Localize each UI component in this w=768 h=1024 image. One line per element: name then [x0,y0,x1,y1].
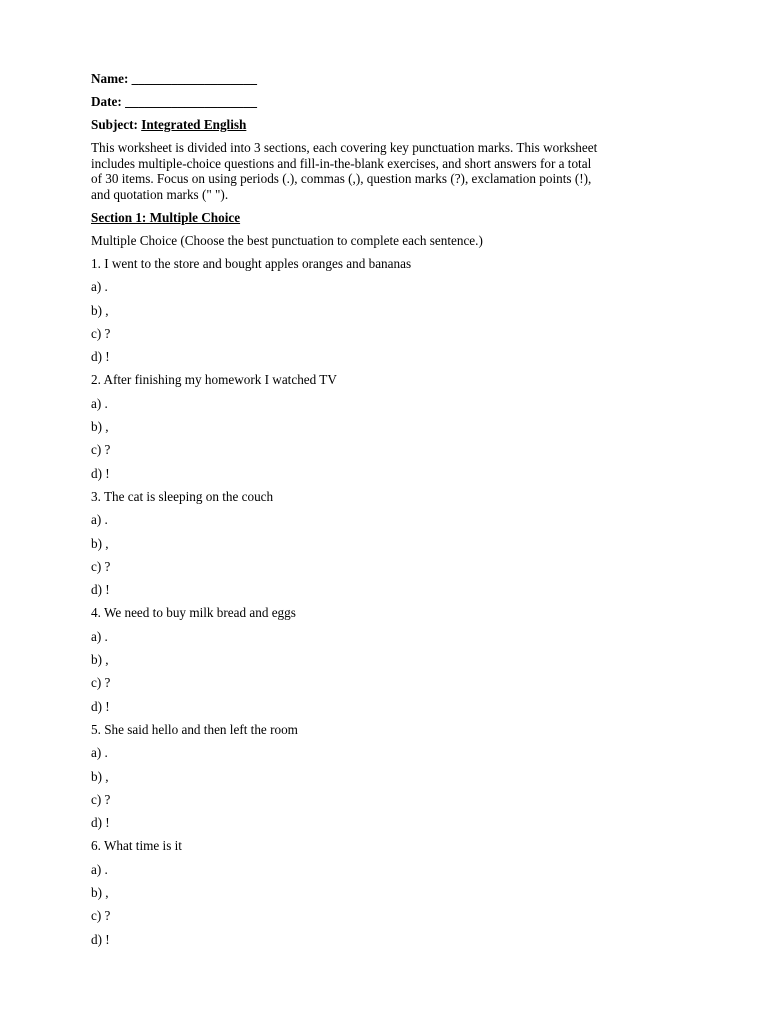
answer-option: a) . [91,279,108,295]
name-blank: ___________________ [131,71,257,86]
answer-option: b) , [91,768,109,784]
answer-option: c) ? [91,325,111,341]
worksheet-page [91,71,691,955]
name-line [91,71,691,87]
question-text: 1. I went to the store and bought apples oranges and bananas [91,256,412,271]
answer-option: c) ? [91,675,111,691]
date-label: Date: [91,94,122,109]
subject-label: Subject: [91,117,138,132]
section-instructions: Multiple Choice (Choose the best punctuation to complete each sentence.) [91,233,483,248]
date-blank: ____________________ [125,94,257,109]
intro-line: This worksheet is divided into 3 sections, each covering key punctuation marks. This worksheet [91,140,598,155]
intro-line: and quotation marks (" "). [91,186,229,202]
answer-option: d) ! [91,931,110,947]
answer-option: b) , [91,885,109,901]
question-text: 4. We need to buy milk bread and eggs [91,605,296,621]
answer-option: d) ! [91,582,110,598]
answer-option: a) . [91,395,108,411]
question-text: 5. She said hello and then left the room [91,721,298,737]
answer-option: c) ? [91,908,111,924]
answer-option: b) , [91,302,109,318]
intro-line: includes multiple-choice questions and fill-in-the-blank exercises, and short answers for a total [91,155,592,171]
question-list [91,256,691,948]
answer-option: c) ? [91,558,111,574]
name-label: Name: [91,71,129,86]
answer-option: c) ? [91,791,111,807]
answer-option: b) , [91,535,109,551]
answer-option: c) ? [91,442,111,458]
question-text: 6. What time is it [91,838,182,854]
subject-line [91,117,691,133]
answer-option: b) , [91,652,109,668]
answer-option: a) . [91,861,108,877]
answer-option: d) ! [91,349,110,365]
date-line [91,94,691,110]
subject-value: Integrated English [141,117,247,132]
answer-option: b) , [91,419,109,435]
question-text: 2. After finishing my homework I watched TV [91,372,337,388]
answer-option: d) ! [91,698,110,714]
answer-option: a) . [91,512,108,528]
intro-paragraph [91,140,676,202]
section-title: Section 1: Multiple Choice [91,210,241,225]
answer-option: d) ! [91,815,110,831]
answer-option: a) . [91,628,108,644]
answer-option: a) . [91,745,108,761]
question-text: 3. The cat is sleeping on the couch [91,488,274,504]
answer-option: d) ! [91,465,110,481]
intro-line: of 30 items. Focus on using periods (.), commas (,), question marks (?), exclamation points (!), [91,171,592,186]
